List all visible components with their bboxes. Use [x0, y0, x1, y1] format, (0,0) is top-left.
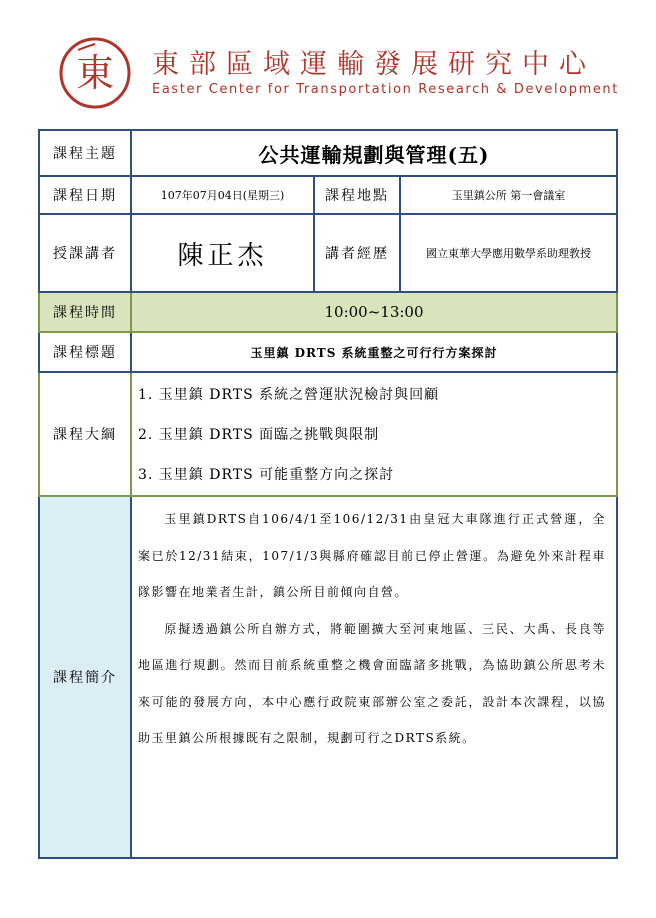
date-label: 課程日期: [39, 176, 131, 214]
topic-label: 課程主題: [39, 130, 131, 176]
location-label: 課程地點: [314, 176, 400, 214]
bio-label: 講者經歷: [314, 214, 400, 292]
course-info-table: [38, 129, 618, 859]
org-name-chinese: 東部區域運輸發展研究中心: [152, 49, 596, 80]
outline-item: 2. 玉里鎮 DRTS 面臨之挑戰與限制: [138, 427, 380, 443]
lecturer-name: 陳正杰: [131, 214, 314, 292]
intro-text: [132, 497, 616, 761]
outline-label: 課程大綱: [39, 372, 131, 496]
intro-cell: [131, 496, 617, 858]
date-value: 107年07月04日(星期三): [131, 176, 314, 214]
logo-character: 東: [75, 51, 115, 95]
outline-item: 1. 玉里鎮 DRTS 系統之營運狀況檢討與回顧: [138, 387, 440, 403]
intro-paragraph: 玉里鎮DRTS自106/4/1至106/12/31由皇冠大車隊進行正式營運，全案已於12/31結束，107/1/3與縣府確認目前已停止營運。為避免外來計程車隊影響在地業者生計，鎮公所目前傾向自營。: [138, 512, 607, 599]
outline-cell: [131, 372, 617, 496]
intro-label: 課程簡介: [39, 496, 131, 858]
center-logo: [58, 36, 132, 110]
intro-paragraph: 原擬透過鎮公所自辦方式，將範圍擴大至河東地區、三民、大禹、長良等地區進行規劃。然而目前系統重整之機會面臨諸多挑戰，為協助鎮公所思考未來可能的發展方向，本中心應行政院東部辦公室之委託，設計本次課程，以協助玉里鎮公所根據既有之限制，規劃可行之DRTS系統。: [138, 621, 607, 745]
lecturer-bio: 國立東華大學應用數學系助理教授: [400, 214, 617, 292]
location-value: 玉里鎮公所 第一會議室: [400, 176, 617, 214]
title-value: 玉里鎮 DRTS 系統重整之可行行方案探討: [131, 332, 617, 372]
topic-value: 公共運輸規劃與管理(五): [131, 130, 617, 176]
outline-list: [132, 373, 616, 495]
org-name-english: Easter Center for Transportation Research & Development: [152, 82, 619, 97]
time-label: 課程時間: [39, 292, 131, 332]
time-value: 10:00~13:00: [131, 292, 617, 332]
title-label: 課程標題: [39, 332, 131, 372]
lecturer-label: 授課講者: [39, 214, 131, 292]
outline-item: 3. 玉里鎮 DRTS 可能重整方向之探討: [138, 467, 395, 483]
